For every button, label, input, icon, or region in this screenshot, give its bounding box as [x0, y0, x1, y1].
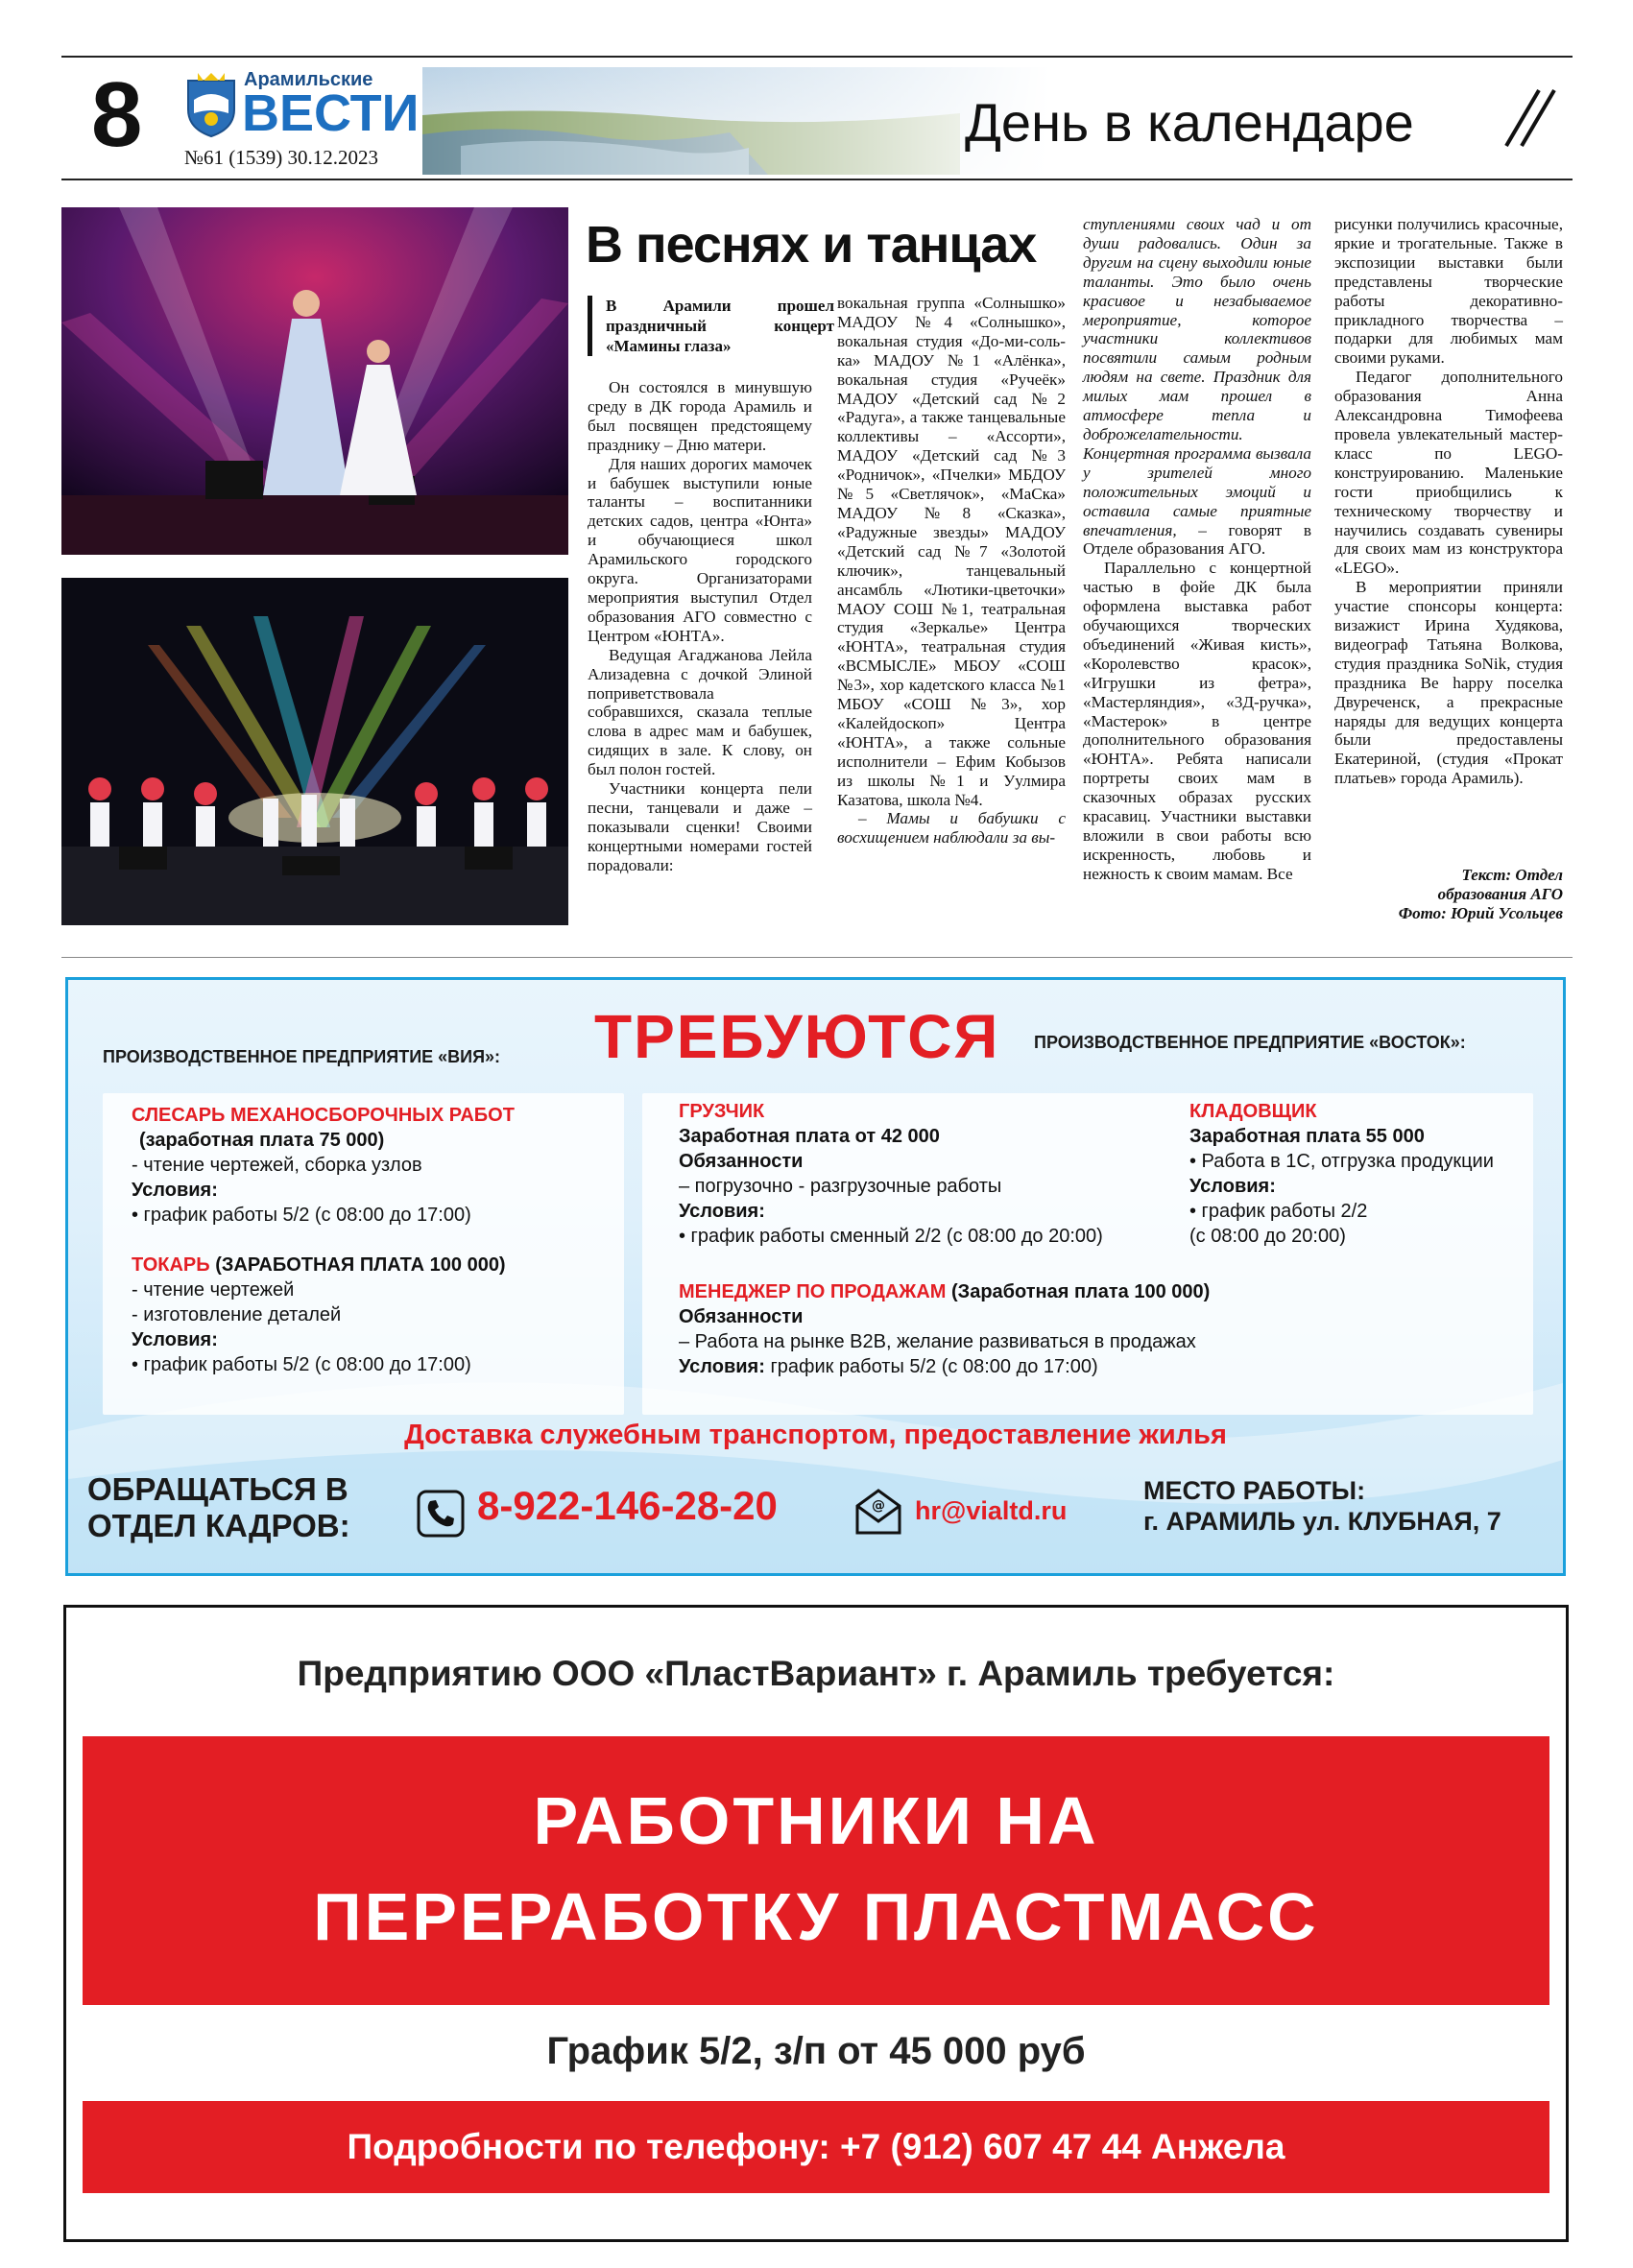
job-conditions-label: Условия:	[132, 1180, 218, 1201]
header-top-rule	[61, 56, 1573, 58]
job-duty: • Работа в 1С, отгрузка продукции	[1189, 1151, 1494, 1172]
quote-attribution: – говорят в Отделе образования АГО.	[1083, 520, 1311, 559]
ad-plastvariant	[63, 1605, 1569, 2242]
paragraph: Для наших дорогих мамочек и бабушек выступили юные таланты – воспитанники детских садов, центра «Юнта» и обучающиеся школ Арамильского городского округа. Организаторами мероприятия выступил Отдел образования АГО совместно с Центром «ЮНТА».	[588, 454, 812, 645]
ad2-title-bar	[83, 1736, 1549, 2005]
job-schedule: • график работы 2/2	[1189, 1201, 1368, 1222]
job-duty: – погрузочно - разгрузочные работы	[679, 1176, 1002, 1197]
header-bottom-rule	[61, 179, 1573, 180]
article-headline: В песнях и танцах	[586, 216, 1037, 274]
job-turner	[132, 1253, 612, 1377]
email-icon	[853, 1487, 903, 1537]
ad2-schedule: График 5/2, з/п от 45 000 руб	[546, 2030, 1086, 2072]
article-column-2	[837, 294, 1066, 848]
paragraph: Он состоялся в минувшую среду в ДК города Арамиль и был посвящен предстоящему празднику – Дню матери.	[588, 378, 812, 454]
article-bottom-rule	[61, 957, 1573, 958]
double-slash-icon	[1502, 84, 1560, 152]
photo-concert-hosts	[61, 207, 568, 555]
logo-top: Арамильские	[244, 69, 373, 90]
paragraph: Ведущая Агаджанова Лейла Ализадевна с дочкой Элиной поприветствовала собравшихся, сказала теплые слова в адрес мам и бабушек, сидящих в зале. К слову, он был полон гостей.	[588, 645, 812, 779]
paragraph: Педагог дополнительного образования Анна Александровна Тимофеева провела увлекательный мастер-класс по LEGO-конструированию. Маленькие гости приобщились к техническому творчеству и научились создавать сувениры для своих мам из конструктора «LEGO».	[1334, 368, 1563, 578]
job-conditions-label: Условия:	[679, 1356, 765, 1377]
job-duties-label: Обязанности	[679, 1151, 804, 1172]
photo-concert-stage	[61, 578, 568, 925]
paragraph: В мероприятии приняли участие спонсоры концерта: визажист Ирина Худякова, видеограф Татьяна Волкова, студия праздника SoNik, студия праздника Be happy поселка Двуреченск, а прекрасные наряды для ведущих концерта были предоставлены Екатериной, (студия «Прокат платьев» города Арамиль).	[1334, 578, 1563, 788]
job-title: МЕНЕДЖЕР ПО ПРОДАЖАМ	[679, 1281, 947, 1302]
job-schedule: (с 08:00 до 20:00)	[1189, 1226, 1346, 1247]
ad2-details-bar: Подробности по телефону: +7 (912) 607 47 44 Анжела	[83, 2101, 1549, 2193]
job-pay: (Заработная плата 100 000)	[951, 1281, 1211, 1302]
job-loader	[679, 1099, 1178, 1249]
job-duties-label: Обязанности	[679, 1306, 804, 1327]
quote-text: ступлениями своих чад и от души радовались. Один за другим на сцену выходили юные таланты. Это было очень красивое и незабываемое мероприятие, которое участники коллективов посвятили самым родным людям на свете. Праздник для милых мам прошел в атмосфере тепла и доброжелательности. Концертная программа вызвала у зрителей много положительных эмоций и оставила самые приятные впечатления,	[1083, 215, 1311, 539]
delivery-note: Доставка служебным транспортом, предоставление жилья	[404, 1420, 1227, 1450]
coat-of-arms-icon	[184, 71, 238, 138]
job-pay: (ЗАРАБОТНАЯ ПЛАТА 100 000)	[215, 1254, 506, 1276]
job-title: КЛАДОВЩИК	[1189, 1101, 1317, 1122]
byline-line: Фото: Юрий Усольцев	[1398, 904, 1563, 922]
phone-number[interactable]: 8-922-146-28-20	[477, 1483, 778, 1528]
company-via-label: ПРОИЗВОДСТВЕННОЕ ПРЕДПРИЯТИЕ «ВИЯ»:	[103, 1047, 501, 1066]
section-title: День в календаре	[965, 92, 1414, 153]
svg-text:@: @	[872, 1498, 885, 1514]
job-pay: Заработная плата 55 000	[1189, 1126, 1425, 1147]
ad2-intro: Предприятию ООО «ПластВариант» г. Арамиль требуется:	[297, 1654, 1335, 1693]
work-location-address: г. АРАМИЛЬ ул. КЛУБНАЯ, 7	[1143, 1507, 1501, 1536]
company-vostok-label: ПРОИЗВОДСТВЕННОЕ ПРЕДПРИЯТИЕ «ВОСТОК»:	[1034, 1033, 1466, 1052]
paragraph: рисунки получились красочные, яркие и трогательные. Также в экспозиции выставки были представлены творческие работы декоративно-прикладного творчества – подарки для любимых мам своими руками.	[1334, 215, 1563, 368]
paragraph-quote: – Мамы и бабушки с восхищением наблюдали за вы-	[837, 809, 1066, 848]
job-title: ТОКАРЬ	[132, 1254, 210, 1276]
job-storekeeper	[1189, 1099, 1525, 1249]
issue-info: №61 (1539) 30.12.2023	[184, 146, 379, 169]
job-conditions-label: Условия:	[1189, 1176, 1276, 1197]
work-location	[1143, 1475, 1501, 1537]
article-column-3	[1083, 215, 1311, 884]
job-schedule: • график работы 5/2 (с 08:00 до 17:00)	[132, 1354, 471, 1375]
article-column-4	[1334, 215, 1563, 788]
job-duty: - чтение чертежей	[132, 1279, 295, 1301]
logo	[184, 67, 420, 148]
ad2-title-line: РАБОТНИКИ НА	[533, 1783, 1099, 1858]
job-duty: – Работа на рынке B2B, желание развиваться в продажах	[679, 1331, 1196, 1352]
email-link[interactable]: hr@vialtd.ru	[915, 1496, 1068, 1525]
phone-icon	[416, 1489, 466, 1539]
job-pay: Заработная плата от 42 000	[679, 1126, 940, 1147]
job-title: ГРУЗЧИК	[679, 1101, 765, 1122]
job-pay: (заработная плата 75 000)	[139, 1130, 385, 1151]
article-column-1	[588, 378, 812, 875]
job-schedule: • график работы 5/2 (с 08:00 до 17:00)	[132, 1205, 471, 1226]
contact-label-line: ОТДЕЛ КАДРОВ:	[87, 1508, 350, 1543]
job-schedule: • график работы сменный 2/2 (с 08:00 до 20:00)	[679, 1226, 1103, 1247]
byline-line: образования АГО	[1437, 885, 1563, 903]
work-location-label: МЕСТО РАБОТЫ:	[1143, 1476, 1366, 1505]
contact-label	[87, 1471, 350, 1544]
byline-line: Текст: Отдел	[1461, 866, 1563, 884]
job-schedule: график работы 5/2 (с 08:00 до 17:00)	[764, 1356, 1098, 1377]
paragraph: вокальная группа «Солнышко» МАДОУ №4 «Солнышко», вокальная студия «До-ми-соль-ка» МАДОУ №1 «Алёнка», вокальная студия «Ручеёк» МАДОУ «Детский сад №2 «Радуга», а также танцевальные коллективы – «Ассорти», МАДОУ «Детский сад №3 «Родничок», «Пчелки» МБДОУ №5 «Светлячок», «МаСка» МАДОУ №8 «Сказка», «Радужные звезды» МАДОУ «Детский сад №7 «Золотой ключик», танцевальный ансамбль «Лютики-цветочки» МАОУ СОШ №1, театральная студия «Зеркалье» Центра «ЮНТА», театральная студия «ВСМЫСЛЕ» МБОУ «СОШ №3», хор кадетского класса №1 МБОУ «СОШ №3», хор «Калейдоскоп» Центра «ЮНТА», а также сольные исполнители – Ефим Кобызов из школы №1 и Уулмира Казатова, школа №4.	[837, 294, 1066, 809]
ad2-title-line: ПЕРЕРАБОТКУ ПЛАСТМАСС	[313, 1879, 1319, 1954]
paragraph: Участники концерта пели песни, танцевали и даже – показывали сценки! Своими концертными номерами гостей порадовали:	[588, 779, 812, 874]
job-sales-manager	[679, 1279, 1524, 1379]
job-duty: - чтение чертежей, сборка узлов	[132, 1155, 422, 1176]
job-duty: - изготовление деталей	[132, 1304, 342, 1325]
job-locksmith	[132, 1103, 612, 1228]
article-lead: В Арамили прошел праздничный концерт «Мамины глаза»	[588, 296, 834, 356]
article-byline	[1325, 866, 1563, 923]
job-conditions-label: Условия:	[679, 1201, 765, 1222]
job-conditions-label: Условия:	[132, 1329, 218, 1350]
logo-name: ВЕСТИ	[242, 84, 420, 142]
paragraph: Параллельно с концертной частью в фойе ДК была оформлена выставка работ обучающихся творческих объединений «Живая кисть», «Королевство красок», «Игрушки из фетра», «Мастерляндия», «3Д-ручка», «Мастерок» в центре дополнительного образования «ЮНТА». Ребята написали портреты своих мам в сказочных образах русских красавиц. Участники выставки вложили в свои работы всю искренность, любовь и нежность к своим мамам. Все	[1083, 559, 1311, 883]
page-number: 8	[91, 63, 143, 166]
ad-job-vacancies	[65, 977, 1566, 1576]
ad-headline: ТРЕБУЮТСЯ	[594, 1002, 1000, 1071]
contact-label-line: ОБРАЩАТЬСЯ В	[87, 1471, 348, 1507]
job-title: СЛЕСАРЬ МЕХАНОСБОРОЧНЫХ РАБОТ	[132, 1105, 515, 1126]
